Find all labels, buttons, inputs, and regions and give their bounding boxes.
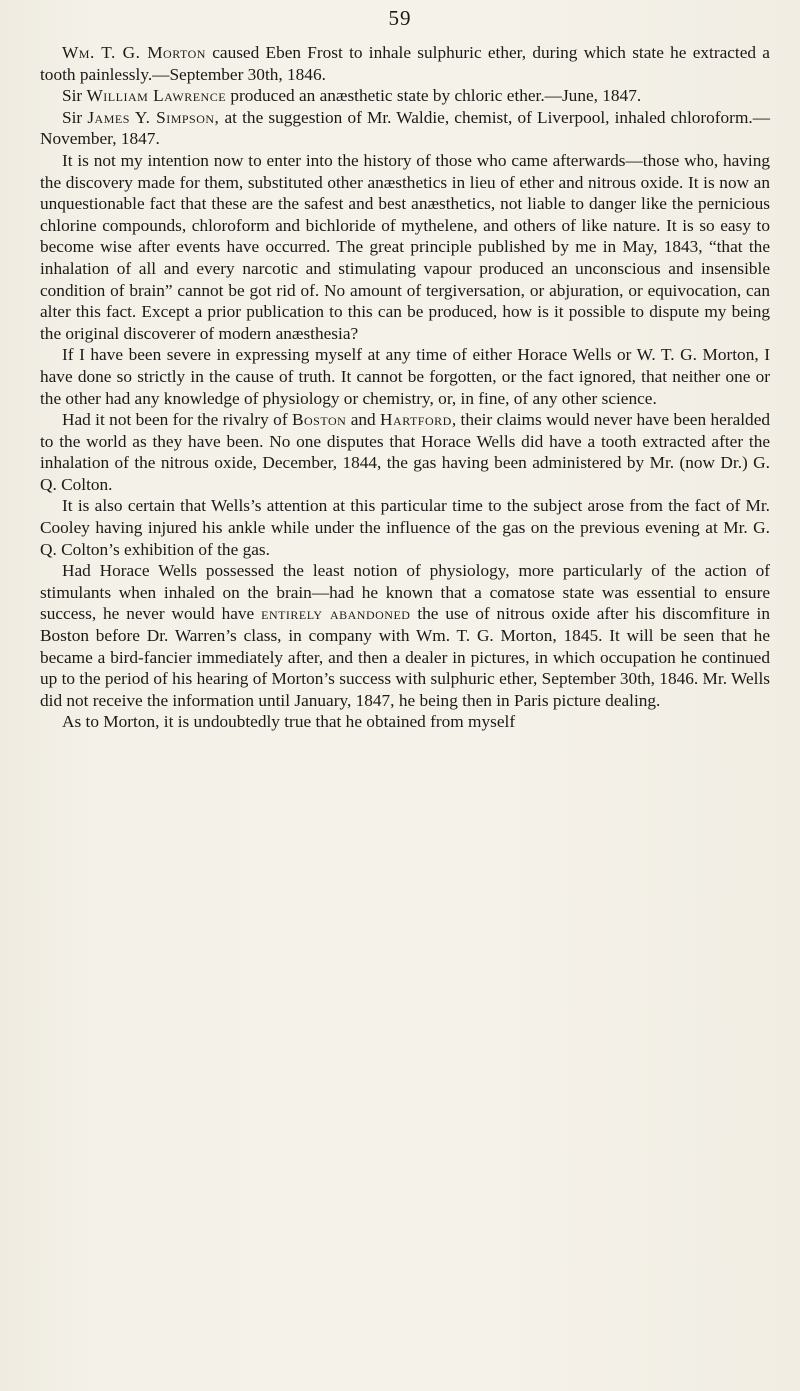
paragraph-text: the use of nitrous oxide after his discomfiture in Boston before Dr. Warren’s class, in company with Wm. T. G. Morton, 1845. It will be seen that he became a bird-fancier immediately after, and then a dealer in pictures, in which occupation he continued up to the period of his hearing of Morton’s success with sulphuric ether, September 30th, 1846. Mr. Wells did not receive the information until January, 1847, he being then in Paris picture dealing. <box>40 604 770 710</box>
emphasis-entirely-abandoned: entirely abandoned <box>261 604 411 624</box>
title-prefix: Sir <box>62 107 88 127</box>
paragraph-text: It is not my intention now to enter into the history of those who came afterwards—those who, having the discovery made for them, substituted other anæsthetics in lieu of ether and nitrous oxide. It is now an unquestionable fact that these are the safest and best anæsthetics, not liable to danger like the pernicious chlorine compounds, chloroform and bichloride of mythelene, and others of like nature. It is so easy to become wise after events have occurred. The great principle published by me in May, 1843, “that the inhalation of all and every narcotic and stimulating vapour produced an unconscious and insensible condition of brain” cannot be got rid of. No amount of tergiversation, or abjuration, or equivocation, can alter this fact. Except a prior publication to this can be produced, how is it possible to dispute my being the original discoverer of modern anæsthesia? <box>40 150 770 343</box>
paragraph-text: , their claims would never have been heralded to the world as they have been. No one disputes that Horace Wells did have a tooth extracted after the inhalation of the nitrous oxide, December, 1844, the gas having been administered by Mr. (now Dr.) G. Q. Colton. <box>40 410 771 494</box>
title-prefix: Sir <box>62 86 87 106</box>
paragraph-text: produced an anæsthetic state by chloric ether.—June, 1847. <box>226 86 642 106</box>
body-text <box>40 42 770 733</box>
paragraph-lawrence <box>40 85 770 107</box>
paragraph-wells <box>40 560 770 711</box>
name-simpson: James Y. Simpson, <box>87 107 220 127</box>
name-lawrence: William Lawrence <box>86 86 227 106</box>
paragraph-morton <box>40 42 770 85</box>
paragraph-text: It is also certain that Wells’s attention at this particular time to the subject arose from the fact of Mr. Cooley having injured his ankle while under the influence of the gas on the previous evening at Mr. G. Q. Colton’s exhibition of the gas. <box>40 496 770 559</box>
paragraph-intention <box>40 150 770 344</box>
name-morton: Wm. T. G. Morton <box>62 43 206 62</box>
paragraph-cooley <box>40 495 770 560</box>
place-boston: Boston <box>291 410 347 430</box>
paragraph-simpson <box>40 107 770 150</box>
paragraph-severe <box>40 344 770 409</box>
paragraph-text: As to Morton, it is undoubtedly true that he obtained from myself <box>62 712 516 732</box>
paragraph-text: Had it not been for the rivalry of <box>62 410 292 430</box>
paragraph-rivalry <box>40 409 770 495</box>
paragraph-text: caused Eben Frost to inhale sulphuric ether, during which state he extracted a tooth painlessly.—September 30th, 1846. <box>40 43 770 84</box>
paragraph-text: at the suggestion of Mr. Waldie, chemist, of Liverpool, inhaled chloroform.—November, 1847. <box>40 107 770 149</box>
paragraph-text: and <box>346 410 381 430</box>
paragraph-as-to-morton <box>40 711 770 733</box>
place-hartford: Hartford <box>380 410 452 430</box>
page-number: 59 <box>388 6 412 30</box>
paragraph-text: If I have been severe in expressing myself at any time of either Horace Wells or W. T. G. Morton, I have done so strictly in the cause of truth. It cannot be forgotten, or the fact ignored, that neither one or the other had any knowledge of physiology or chemistry, or, in fine, of any other science. <box>40 345 770 408</box>
paragraph-text: Had Horace Wells possessed the least notion of physiology, more particularly of the action of stimulants when inhaled on the brain—had he known that a comatose state was essential to ensure success, he never would have <box>40 561 770 624</box>
